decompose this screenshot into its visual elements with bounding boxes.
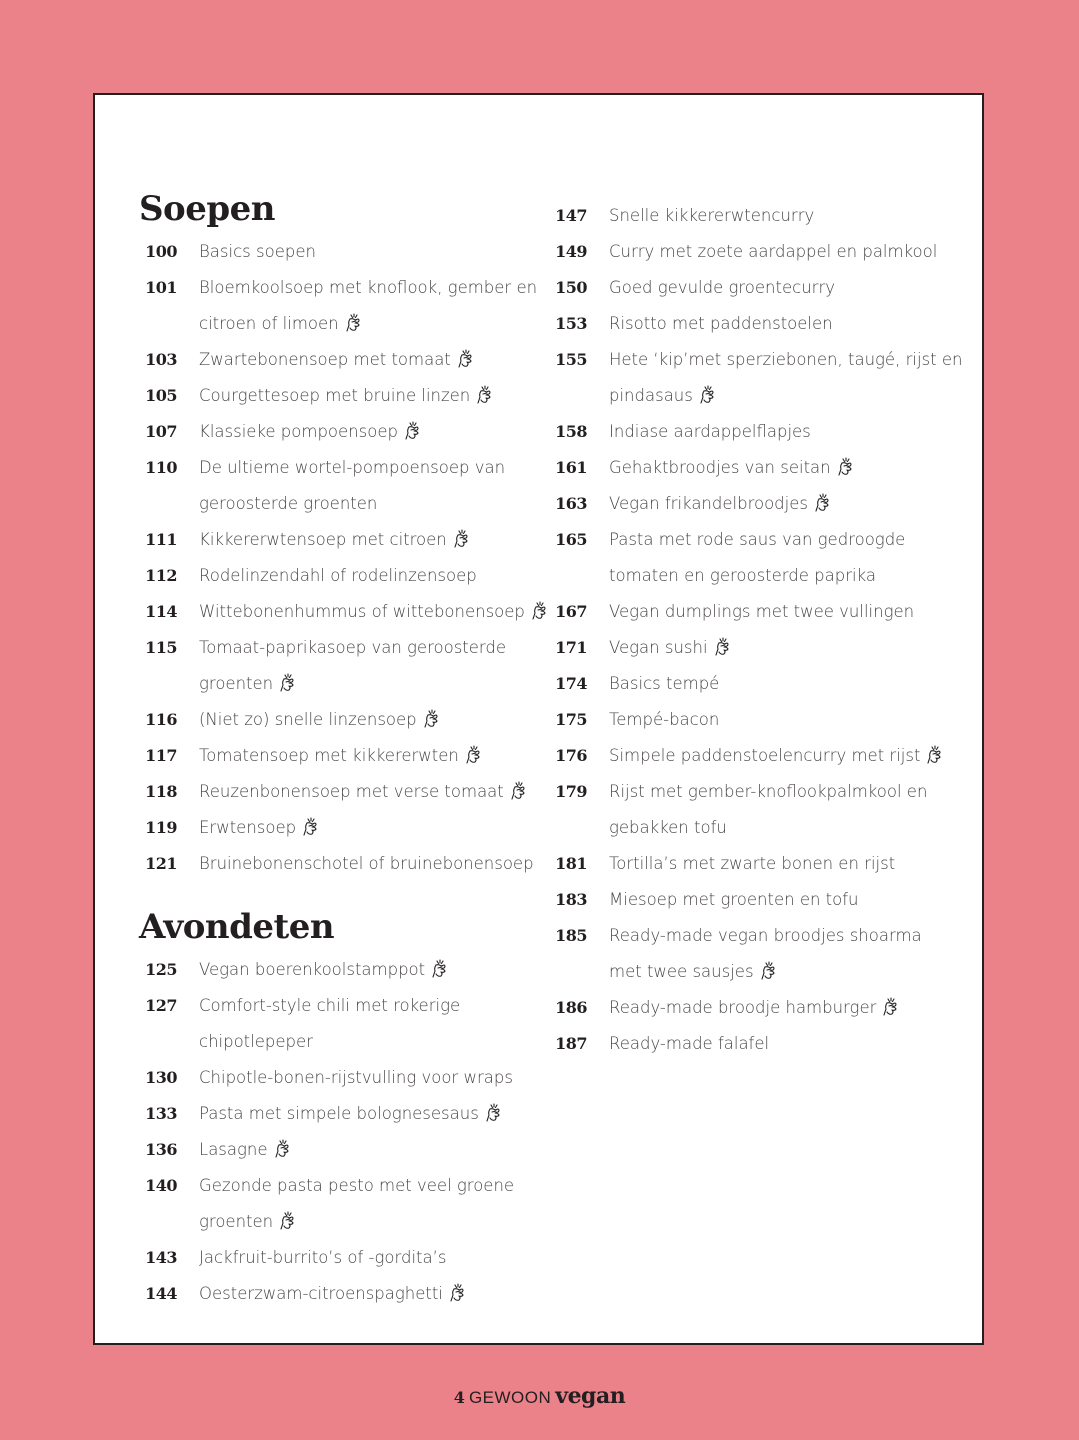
page-number: 143 bbox=[145, 1248, 177, 1267]
snap-fingers-icon bbox=[279, 670, 297, 690]
recipe-title-line: Gezonde pasta pesto met veel groene bbox=[199, 1176, 515, 1195]
page-number: 105 bbox=[145, 386, 177, 405]
recipe-title bbox=[609, 846, 949, 882]
page-number: 125 bbox=[145, 960, 177, 979]
recipe-title-line: Rijst met gember-knoflookpalmkool en bbox=[609, 782, 928, 801]
recipe-title bbox=[609, 990, 949, 1026]
recipe-title bbox=[609, 414, 949, 450]
snap-fingers-icon bbox=[926, 742, 944, 762]
snap-fingers-icon bbox=[476, 382, 494, 402]
recipe-title-line: Hete ‘kip’met sperziebonen, taugé, rijst en bbox=[609, 350, 963, 369]
recipe-title-line: Snelle kikkererwtencurry bbox=[609, 206, 815, 225]
page-number: 103 bbox=[145, 350, 177, 369]
recipe-title-line: Zwartebonensoep met tomaat bbox=[199, 350, 451, 369]
recipe-title-line: De ultieme wortel-pompoensoep van bbox=[199, 458, 506, 477]
recipe-title-line: geroosterde groenten bbox=[199, 494, 378, 513]
recipe-title bbox=[199, 846, 539, 882]
recipe-title-line: Tempé-bacon bbox=[609, 710, 720, 729]
recipe-title bbox=[609, 918, 949, 990]
recipe-title-line: groenten bbox=[199, 1212, 274, 1231]
recipe-title bbox=[609, 594, 949, 630]
brand-suffix: vegan bbox=[555, 1383, 626, 1409]
recipe-title bbox=[609, 486, 949, 522]
recipe-title-line: Ready-made vegan broodjes shoarma bbox=[609, 926, 922, 945]
snap-fingers-icon bbox=[449, 1280, 467, 1300]
recipe-title bbox=[609, 450, 949, 486]
recipe-title-line: Courgettesoep met bruine linzen bbox=[199, 386, 471, 405]
page-number: 163 bbox=[555, 494, 587, 513]
snap-fingers-icon bbox=[457, 346, 475, 366]
recipe-title bbox=[199, 594, 539, 630]
snap-fingers-icon bbox=[531, 598, 549, 618]
page-number: 186 bbox=[555, 998, 587, 1017]
recipe-title bbox=[199, 1132, 539, 1168]
snap-fingers-icon bbox=[814, 490, 832, 510]
recipe-title-line: (Niet zo) snelle linzensoep bbox=[199, 710, 417, 729]
snap-fingers-icon bbox=[345, 310, 363, 330]
page-number: 179 bbox=[555, 782, 587, 801]
recipe-title bbox=[199, 378, 539, 414]
recipe-title-line: Rodelinzendahl of rodelinzensoep bbox=[199, 566, 477, 585]
page-number: 181 bbox=[555, 854, 587, 873]
page-number: 107 bbox=[145, 422, 177, 441]
page-number: 117 bbox=[145, 746, 177, 765]
snap-fingers-icon bbox=[714, 634, 732, 654]
recipe-title bbox=[199, 1240, 539, 1276]
recipe-title-line: Bruinebonenschotel of bruinebonensoep bbox=[199, 854, 534, 873]
recipe-title-line: groenten bbox=[199, 674, 274, 693]
recipe-title bbox=[609, 774, 949, 846]
recipe-title bbox=[199, 702, 539, 738]
recipe-title bbox=[609, 306, 949, 342]
recipe-title bbox=[199, 738, 539, 774]
recipe-title bbox=[199, 1060, 539, 1096]
recipe-title bbox=[199, 630, 539, 702]
recipe-title bbox=[199, 414, 539, 450]
recipe-title bbox=[199, 1168, 539, 1240]
page-number: 100 bbox=[145, 242, 177, 261]
snap-fingers-icon bbox=[453, 526, 471, 546]
page-number: 171 bbox=[555, 638, 587, 657]
page-number: 110 bbox=[145, 458, 177, 477]
page-number: 147 bbox=[555, 206, 587, 225]
section-title-avondeten: Avondeten bbox=[139, 907, 335, 947]
recipe-title-line: Tomaat-paprikasoep van geroosterde bbox=[199, 638, 507, 657]
recipe-title bbox=[199, 522, 539, 558]
page-number: 130 bbox=[145, 1068, 177, 1087]
recipe-title-line: citroen of limoen bbox=[199, 314, 339, 333]
page-number: 153 bbox=[555, 314, 587, 333]
snap-fingers-icon bbox=[431, 956, 449, 976]
page-number: 174 bbox=[555, 674, 587, 693]
recipe-title bbox=[609, 666, 949, 702]
section-title-soepen: Soepen bbox=[139, 189, 275, 229]
page-number: 114 bbox=[145, 602, 177, 621]
recipe-title-line: Pasta met simpele bolognesesaus bbox=[199, 1104, 479, 1123]
recipe-title-line: Miesoep met groenten en tofu bbox=[609, 890, 859, 909]
page-number: 133 bbox=[145, 1104, 177, 1123]
snap-fingers-icon bbox=[423, 706, 441, 726]
page-footer bbox=[0, 1383, 1079, 1409]
recipe-title bbox=[609, 630, 949, 666]
recipe-title-line: Vegan sushi bbox=[609, 638, 708, 657]
recipe-title bbox=[609, 522, 949, 594]
recipe-title bbox=[199, 952, 539, 988]
page-number: 175 bbox=[555, 710, 587, 729]
recipe-title bbox=[609, 702, 949, 738]
page-number: 150 bbox=[555, 278, 587, 297]
page-number: 119 bbox=[145, 818, 177, 837]
recipe-title bbox=[199, 234, 539, 270]
recipe-title bbox=[199, 810, 539, 846]
recipe-title bbox=[609, 1026, 949, 1062]
page-number: 101 bbox=[145, 278, 177, 297]
recipe-title-line: met twee sausjes bbox=[609, 962, 754, 981]
page-number: 155 bbox=[555, 350, 587, 369]
page-number: 127 bbox=[145, 996, 177, 1015]
recipe-title-line: Ready-made broodje hamburger bbox=[609, 998, 877, 1017]
page-number: 183 bbox=[555, 890, 587, 909]
recipe-title bbox=[609, 234, 949, 270]
page-number: 111 bbox=[145, 530, 177, 549]
snap-fingers-icon bbox=[465, 742, 483, 762]
page-number: 116 bbox=[145, 710, 177, 729]
recipe-title-line: Simpele paddenstoelencurry met rijst bbox=[609, 746, 921, 765]
page-number: 136 bbox=[145, 1140, 177, 1159]
page-number: 158 bbox=[555, 422, 587, 441]
recipe-title-line: Ready-made falafel bbox=[609, 1034, 770, 1053]
recipe-title-line: Curry met zoete aardappel en palmkool bbox=[609, 242, 938, 261]
recipe-title-line: gebakken tofu bbox=[609, 818, 727, 837]
recipe-title bbox=[609, 198, 949, 234]
recipe-title bbox=[199, 270, 539, 342]
recipe-title-line: Basics soepen bbox=[199, 242, 316, 261]
recipe-title-line: Vegan frikandelbroodjes bbox=[609, 494, 808, 513]
recipe-title-line: Goed gevulde groentecurry bbox=[609, 278, 835, 297]
snap-fingers-icon bbox=[404, 418, 422, 438]
brand-prefix: GEWOON bbox=[468, 1388, 552, 1407]
snap-fingers-icon bbox=[274, 1136, 292, 1156]
recipe-title-line: Bloemkoolsoep met knoflook, gember en bbox=[199, 278, 538, 297]
snap-fingers-icon bbox=[510, 778, 528, 798]
page-number: 115 bbox=[145, 638, 177, 657]
page-number: 140 bbox=[145, 1176, 177, 1195]
page-number: 167 bbox=[555, 602, 587, 621]
page-number: 187 bbox=[555, 1034, 587, 1053]
recipe-title bbox=[609, 738, 949, 774]
snap-fingers-icon bbox=[279, 1208, 297, 1228]
page-number: 4 bbox=[453, 1388, 465, 1407]
snap-fingers-icon bbox=[837, 454, 855, 474]
recipe-title bbox=[609, 342, 963, 414]
page-number: 144 bbox=[145, 1284, 177, 1303]
snap-fingers-icon bbox=[485, 1100, 503, 1120]
recipe-title bbox=[609, 270, 949, 306]
page-number: 149 bbox=[555, 242, 587, 261]
recipe-title-line: tomaten en geroosterde paprika bbox=[609, 566, 876, 585]
page-number: 118 bbox=[145, 782, 177, 801]
recipe-title-line: pindasaus bbox=[609, 386, 693, 405]
recipe-title bbox=[199, 450, 539, 522]
recipe-title bbox=[199, 988, 539, 1060]
page-number: 176 bbox=[555, 746, 587, 765]
recipe-title-line: Oesterzwam-citroenspaghetti bbox=[199, 1284, 443, 1303]
recipe-title-line: Wittebonenhummus of wittebonensoep bbox=[199, 602, 525, 621]
recipe-title-line: Pasta met rode saus van gedroogde bbox=[609, 530, 906, 549]
recipe-title-line: Jackfruit-burrito’s of -gordita’s bbox=[199, 1248, 447, 1267]
snap-fingers-icon bbox=[760, 958, 778, 978]
snap-fingers-icon bbox=[882, 994, 900, 1014]
recipe-title-line: Reuzenbonensoep met verse tomaat bbox=[199, 782, 504, 801]
recipe-title-line: Lasagne bbox=[199, 1140, 268, 1159]
recipe-title-line: Kikkererwtensoep met citroen bbox=[199, 530, 447, 549]
snap-fingers-icon bbox=[699, 382, 717, 402]
recipe-title-line: Tomatensoep met kikkererwten bbox=[199, 746, 459, 765]
page-number: 121 bbox=[145, 854, 177, 873]
snap-fingers-icon bbox=[302, 814, 320, 834]
recipe-title bbox=[609, 882, 949, 918]
page-number: 161 bbox=[555, 458, 587, 477]
recipe-title-line: Gehaktbroodjes van seitan bbox=[609, 458, 831, 477]
recipe-title-line: Chipotle-bonen-rijstvulling voor wraps bbox=[199, 1068, 513, 1087]
toc-page bbox=[93, 93, 984, 1345]
recipe-title-line: Erwtensoep bbox=[199, 818, 297, 837]
recipe-title-line: Vegan dumplings met twee vullingen bbox=[609, 602, 915, 621]
recipe-title-line: Risotto met paddenstoelen bbox=[609, 314, 833, 333]
page-number: 112 bbox=[145, 566, 177, 585]
recipe-title-line: Vegan boerenkoolstamppot bbox=[199, 960, 426, 979]
recipe-title-line: Klassieke pompoensoep bbox=[199, 422, 398, 441]
recipe-title-line: Indiase aardappelflapjes bbox=[609, 422, 811, 441]
recipe-title-line: Basics tempé bbox=[609, 674, 720, 693]
recipe-title-line: Comfort-style chili met rokerige bbox=[199, 996, 461, 1015]
recipe-title-line: Tortilla’s met zwarte bonen en rijst bbox=[609, 854, 896, 873]
recipe-title bbox=[199, 1276, 539, 1312]
recipe-title-line: chipotlepeper bbox=[199, 1032, 313, 1051]
page-number: 165 bbox=[555, 530, 587, 549]
recipe-title bbox=[199, 342, 539, 378]
page-number: 185 bbox=[555, 926, 587, 945]
recipe-title bbox=[199, 774, 539, 810]
recipe-title bbox=[199, 1096, 539, 1132]
recipe-title bbox=[199, 558, 539, 594]
